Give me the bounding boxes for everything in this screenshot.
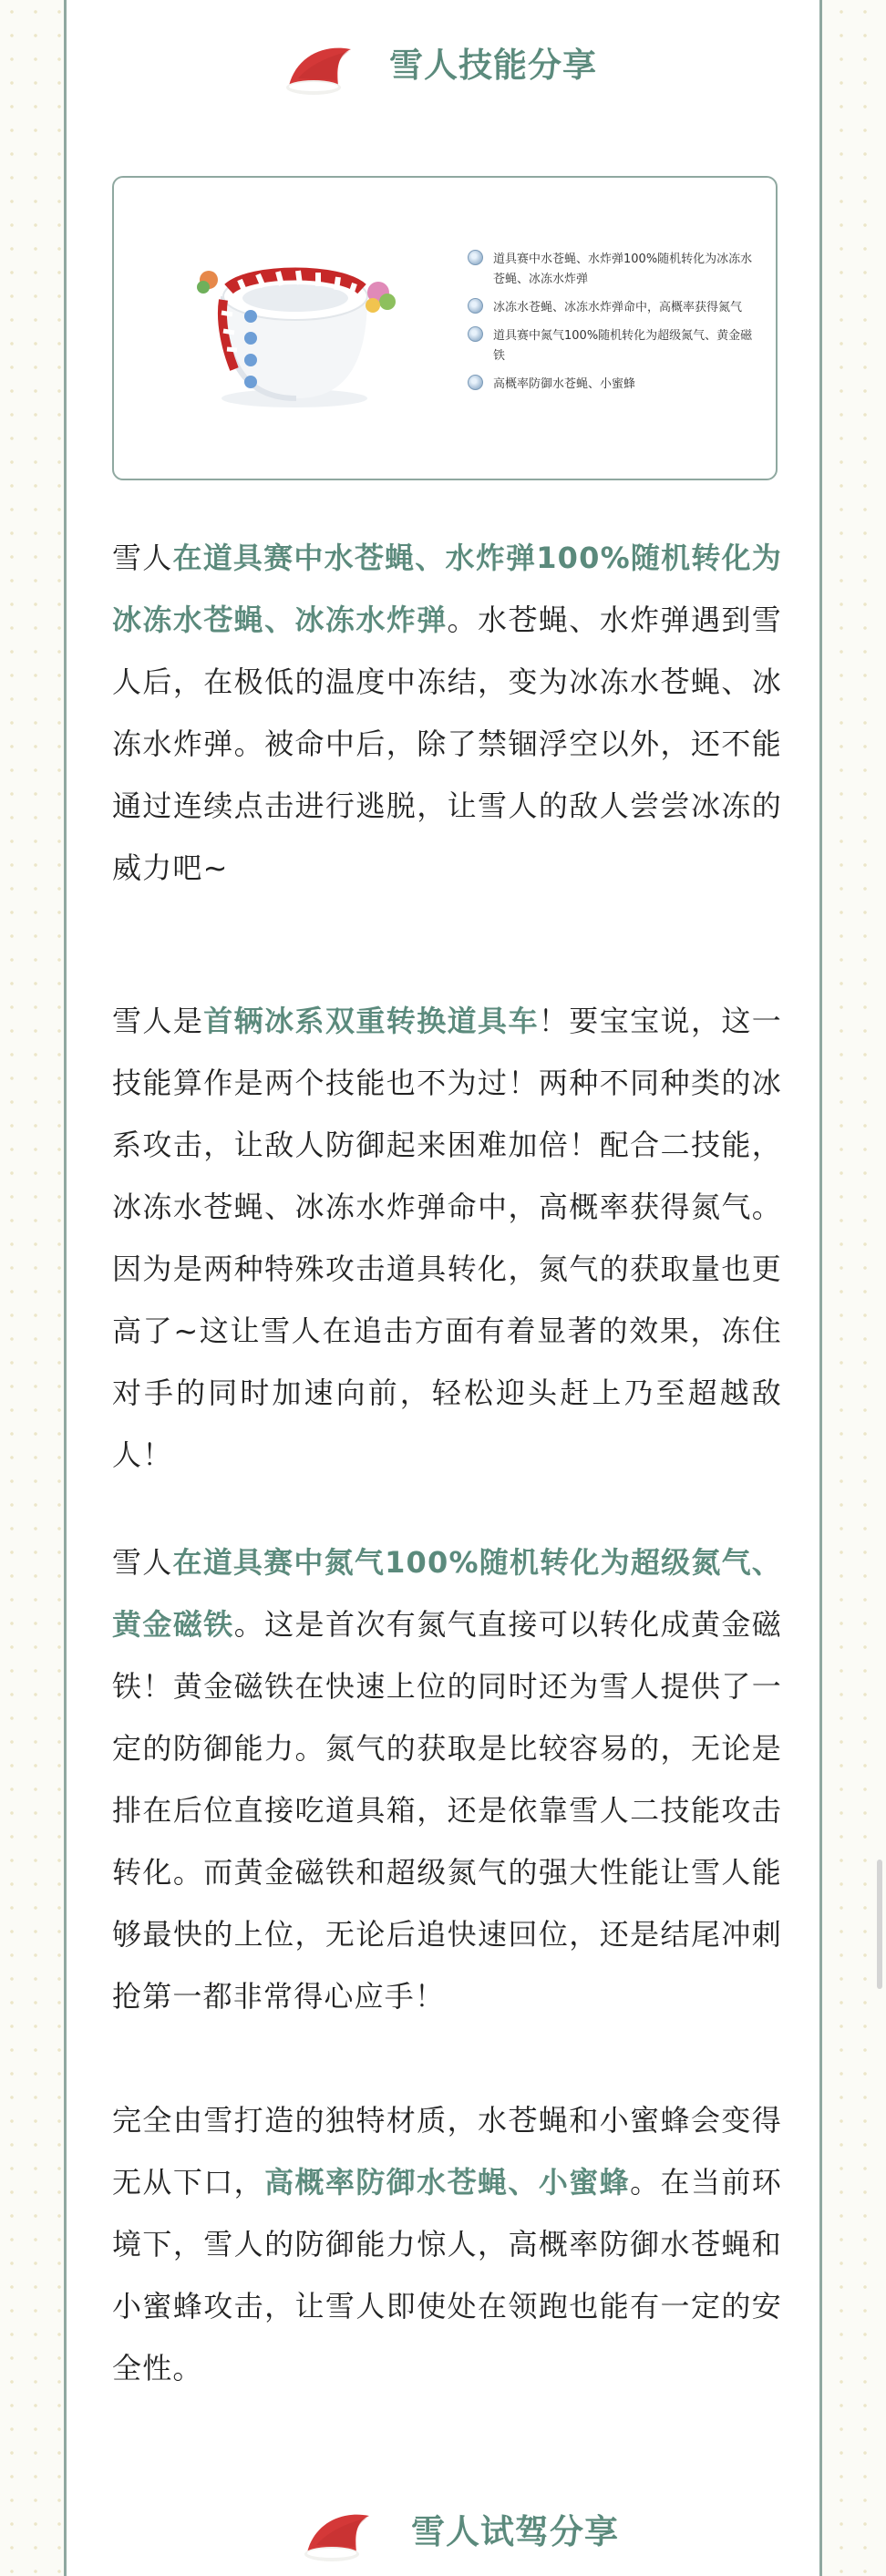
paragraph-text: 完全由雪打造的独特材质，水苍蝇和小蜜蜂会变得无从下口， — [112, 2103, 782, 2200]
highlight-text: 首辆冰系双重转换道具车 — [203, 1004, 539, 1038]
highlight-text: 在道具赛中水苍蝇、水炸弹100%随机转化为冰冻水苍蝇、冰冻水炸弹 — [112, 541, 783, 637]
section-header-test-drive — [67, 2494, 819, 2567]
article-column — [64, 0, 822, 2576]
skill-item — [468, 325, 759, 366]
santa-hat-icon — [302, 2507, 376, 2565]
paragraph-text: 雪人 — [112, 541, 173, 575]
skill-text: 道具赛中氮气100%随机转化为超级氮气、黄金磁铁 — [493, 329, 753, 363]
skill-item — [468, 374, 759, 394]
paragraph-1 — [112, 527, 782, 899]
paragraph-text: 。在当前环境下，雪人的防御能力惊人，高概率防御水苍蝇和小蜜蜂攻击，让雪人即使处在领跑也能有一定的安全性。 — [112, 2165, 782, 2385]
scrollbar-thumb[interactable] — [877, 1860, 882, 1989]
snowflake-icon — [468, 375, 483, 390]
paragraph-2 — [112, 990, 782, 1486]
snowflake-icon — [468, 298, 483, 314]
section-header-skills — [67, 27, 819, 100]
skill-card — [112, 176, 778, 480]
paragraph-text: ！要宝宝说，这一技能算作是两个技能也不为过！两种不同种类的冰系攻击，让敌人防御起来困难加倍！配合二技能，冰冻水苍蝇、冰冻水炸弹命中，高概率获得氮气。因为是两种特殊攻击道具转化，氮气的获取量也更高了~这让雪人在追击方面有着显著的效果，冻住对手的同时加速向前，轻松迎头赶上乃至超越敌人！ — [112, 1004, 783, 1472]
paragraph-text: 。水苍蝇、水炸弹遇到雪人后，在极低的温度中冻结，变为冰冻水苍蝇、冰冻水炸弹。被命中后，除了禁锢浮空以外，还不能通过连续点击进行逃脱，让雪人的敌人尝尝冰冻的威力吧~ — [112, 603, 782, 885]
paragraph-text: 雪人 — [112, 1545, 173, 1580]
paragraph-3 — [112, 1531, 782, 2027]
skill-text: 高概率防御水苍蝇、小蜜蜂 — [493, 377, 636, 391]
paragraph-text: 雪人是 — [112, 1004, 204, 1038]
section-title: 雪人试驾分享 — [411, 2512, 619, 2551]
santa-hat-icon — [283, 40, 358, 98]
paragraph-text: 。这是首次有氮气直接可以转化成黄金磁铁！黄金磁铁在快速上位的同时还为雪人提供了一定的防御能力。氮气的获取是比较容易的，无论是排在后位直接吃道具箱，还是依靠雪人二技能攻击转化。而黄金磁铁和超级氮气的强大性能让雪人能够最快的上位，无论后追快速回位，还是结尾冲刺抢第一都非常得心应手！ — [112, 1607, 782, 2014]
highlight-text: 在道具赛中氮气100%随机转化为超级氮气、黄金磁铁 — [112, 1545, 783, 1642]
skill-item — [468, 249, 759, 289]
skill-text: 道具赛中水苍蝇、水炸弹100%随机转化为冰冻水苍蝇、冰冻水炸弹 — [493, 252, 753, 286]
snowflake-icon — [468, 250, 483, 265]
snowflake-icon — [468, 326, 483, 342]
highlight-text: 高概率防御水苍蝇、小蜜蜂 — [264, 2165, 631, 2200]
skill-text: 冰冻水苍蝇、冰冻水炸弹命中，高概率获得氮气 — [493, 301, 743, 314]
paragraph-4 — [112, 2089, 782, 2399]
skill-item — [468, 297, 759, 317]
section-title: 雪人技能分享 — [389, 46, 597, 85]
snowman-kart-illustration — [187, 232, 406, 415]
skill-list — [468, 249, 759, 402]
